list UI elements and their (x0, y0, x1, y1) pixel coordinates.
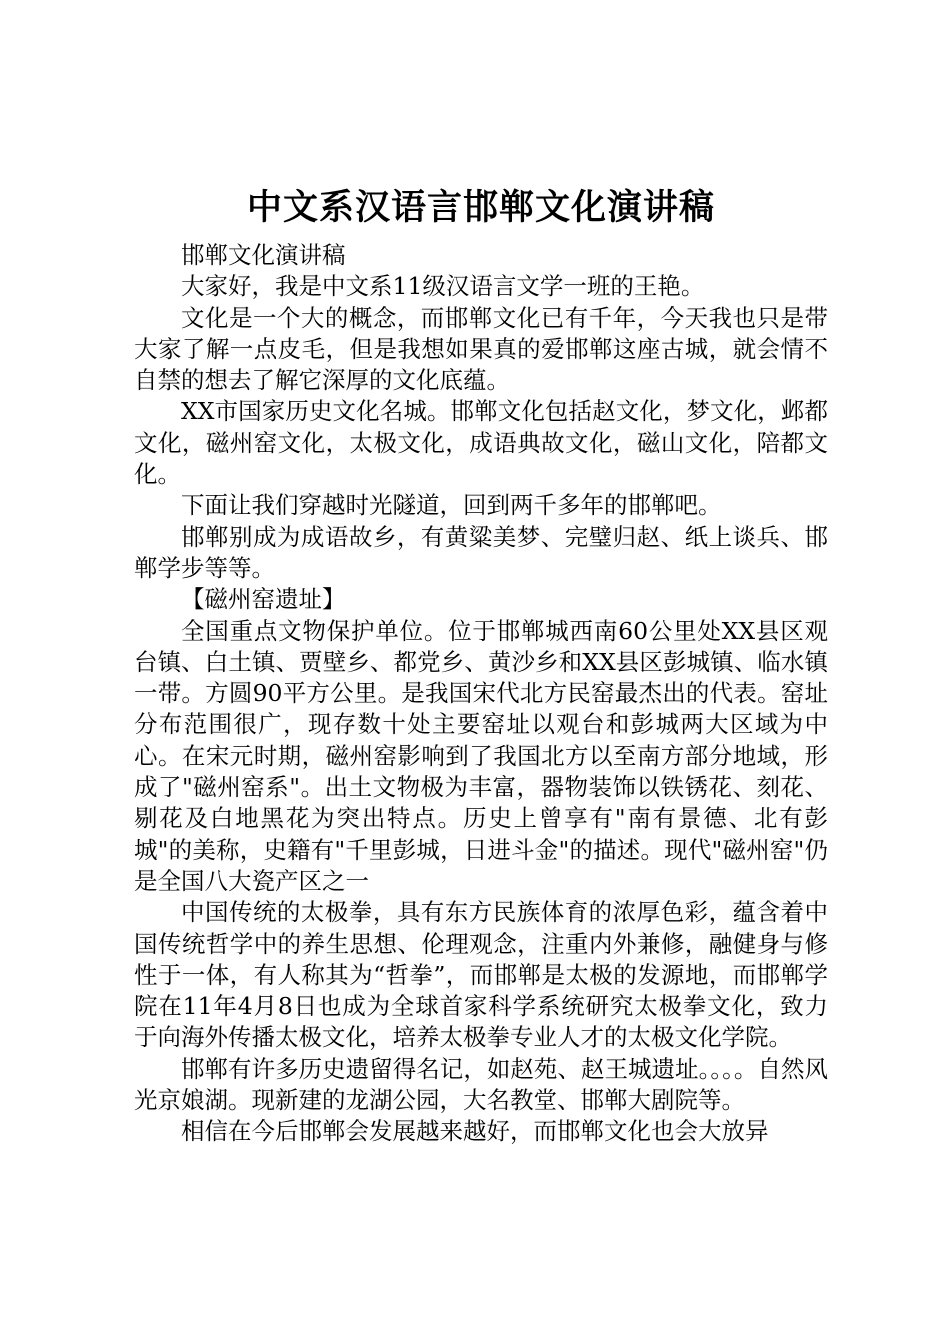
document-page (134, 182, 828, 1148)
paragraph-greeting: 大家好，我是中文系11级汉语言文学一班的王艳。 (181, 272, 705, 301)
paragraph-historic-sites: 邯郸有许多历史遗留得名记，如赵苑、赵王城遗址。。。。自然风光京娘湖。现新建的龙湖公园，大名教堂、邯郸大剧院等。 (134, 1054, 828, 1115)
paragraph-idioms: 邯郸别成为成语故乡，有黄粱美梦、完璧归赵、纸上谈兵、邯郸学步等等。 (134, 522, 828, 582)
paragraph-future: 相信在今后邯郸会发展越来越好，而邯郸文化也会大放异 (181, 1117, 769, 1146)
paragraph-culture-types: XX市国家历史文化名城。邯郸文化包括赵文化，梦文化，邺都文化，磁州窑文化，太极文化，成语典故文化，磁山文化，陪都文化。 (134, 397, 828, 489)
section-heading-cizhou-kiln: 【磁州窑遗址】 (181, 585, 346, 614)
paragraph-cizhou-kiln: 全国重点文物保护单位。位于邯郸城西南60公里处XX县区观台镇、白土镇、贾壁乡、都党乡、黄沙乡和XX县区彭城镇、临水镇一带。方圆90平方公里。是我国宋代北方民窑最杰出的代表。窑址分布范围很广，现存数十处主要窑址以观台和彭城两大区域为中心。在宋元时期，磁州窑影响到了我国北方以至南方部分地域，形成了"磁州窑系"。出土文物极为丰富，器物装饰以铁锈花、刻花、剔花及白地黑花为突出特点。历史上曾享有"南有景德、北有彭城"的美称，史籍有"千里彭城，日进斗金"的描述。现代"磁州窑"仍是全国八大瓷产区之一 (134, 616, 828, 895)
document-title: 中文系汉语言邯郸文化演讲稿 (246, 188, 715, 228)
paragraph-subtitle: 邯郸文化演讲稿 (181, 241, 346, 269)
document-body (134, 240, 828, 1148)
paragraph-time-travel: 下面让我们穿越时光隧道，回到两千多年的邯郸吧。 (181, 491, 722, 520)
paragraph-culture-intro: 文化是一个大的概念，而邯郸文化已有千年，今天我也只是带大家了解一点皮毛，但是我想如果真的爱邯郸这座古城，就会情不自禁的想去了解它深厚的文化底蕴。 (134, 303, 828, 395)
paragraph-taiji: 中国传统的太极拳，具有东方民族体育的浓厚色彩，蕴含着中国传统哲学中的养生思想、伦理观念，注重内外兼修，融健身与修性于一体，有人称其为“哲拳”，而邯郸是太极的发源地，而邯郸学院在11年4月8日也成为全球首家科学系统研究太极拳文化，致力于向海外传播太极文化，培养太极拳专业人才的太极文化学院。 (134, 898, 828, 1052)
